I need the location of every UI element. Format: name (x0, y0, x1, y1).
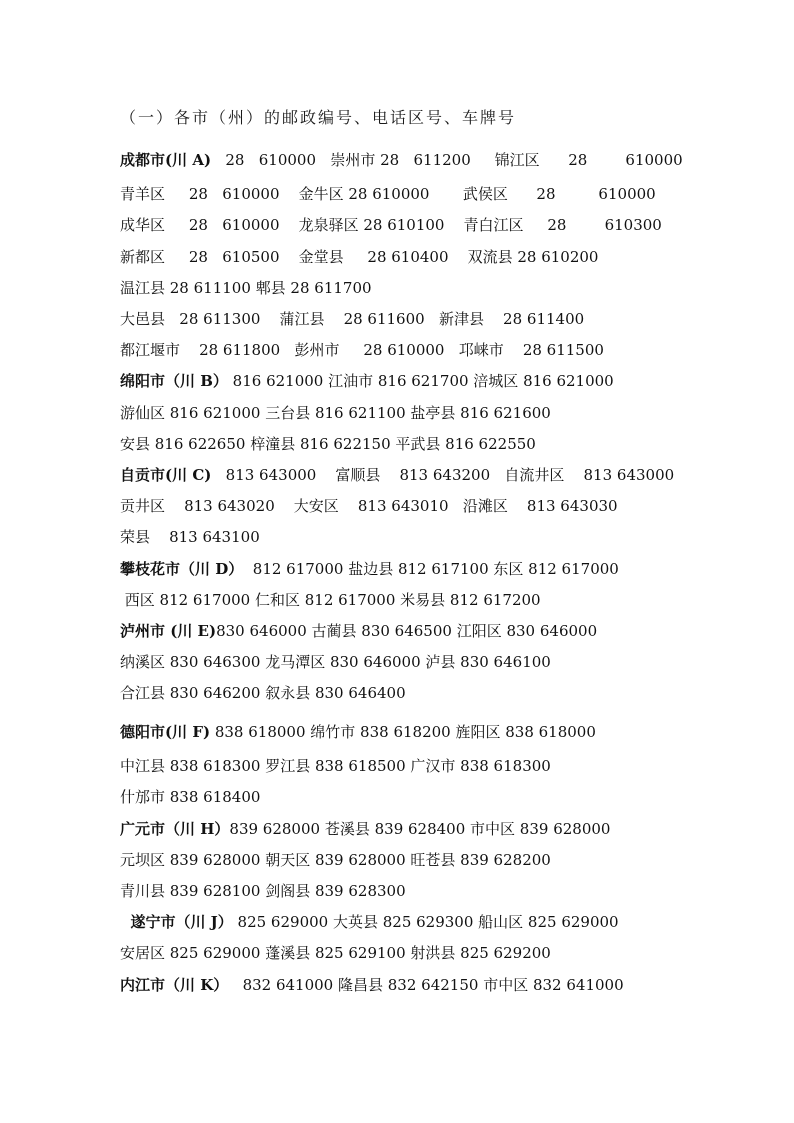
entry-line (120, 215, 662, 235)
entry-text: 什邡市 838 618400 (120, 788, 261, 806)
entry-line (120, 309, 584, 329)
entry-line (120, 340, 604, 360)
entry-line (120, 912, 619, 932)
entry-text: 839 628000 苍溪县 839 628400 市中区 839 628000 (229, 820, 611, 838)
entry-text: 中江县 838 618300 罗江县 838 618500 广汉市 838 618300 (120, 757, 551, 775)
entry-line (120, 722, 596, 742)
entry-text: 合江县 830 646200 叙永县 830 646400 (120, 684, 406, 702)
entry-line (120, 403, 551, 423)
entry-text: 838 618000 绵竹市 838 618200 旌阳区 838 618000 (210, 723, 596, 741)
city-name: 攀枝花市（川 D） (120, 560, 244, 578)
entry-line (120, 652, 551, 672)
entry-line (120, 787, 260, 807)
entry-text: 都江堰市 28 611800 彭州市 28 610000 邛崃市 28 611500 (120, 341, 604, 359)
entry-line (120, 184, 656, 204)
entry-line (120, 559, 619, 579)
entry-text: 青羊区 28 610000 金牛区 28 610000 武侯区 28 610000 (120, 185, 656, 203)
entry-text: 安县 816 622650 梓潼县 816 622150 平武县 816 622550 (120, 435, 536, 453)
entry-text: 成华区 28 610000 龙泉驿区 28 610100 青白江区 28 610300 (120, 216, 662, 234)
entry-text: 元坝区 839 628000 朝天区 839 628000 旺苍县 839 628200 (120, 851, 551, 869)
entry-line (120, 434, 536, 454)
entry-line (120, 150, 683, 170)
entry-text: 纳溪区 830 646300 龙马潭区 830 646000 泸县 830 646100 (120, 653, 551, 671)
entry-text: 813 643000 富顺县 813 643200 自流井区 813 643000 (211, 466, 675, 484)
entry-text: 游仙区 816 621000 三台县 816 621100 盐亭县 816 621600 (120, 404, 551, 422)
entry-text: 荣县 813 643100 (120, 528, 260, 546)
entry-line (120, 756, 551, 776)
city-name: 遂宁市（川 J） (120, 913, 233, 931)
entry-text: 830 646000 古蔺县 830 646500 江阳区 830 646000 (216, 622, 598, 640)
city-name: 内江市（川 K） (120, 976, 229, 994)
city-name: 绵阳市（川 B） (120, 372, 228, 390)
city-name: 广元市（川 H） (120, 820, 230, 838)
entry-line (120, 683, 406, 703)
entry-text: 西区 812 617000 仁和区 812 617000 米易县 812 617200 (120, 591, 541, 609)
city-name: 成都市(川 A) (120, 151, 212, 169)
entry-text: 青川县 839 628100 剑阁县 839 628300 (120, 882, 406, 900)
entry-text: 温江县 28 611100 郫县 28 611700 (120, 279, 372, 297)
entry-text: 812 617000 盐边县 812 617100 东区 812 617000 (243, 560, 619, 578)
entry-text: 大邑县 28 611300 蒲江县 28 611600 新津县 28 611400 (120, 310, 585, 328)
entry-line (120, 371, 614, 391)
entry-text: 816 621000 江油市 816 621700 涪城区 816 621000 (227, 372, 614, 390)
entry-text: 新都区 28 610500 金堂县 28 610400 双流县 28 610200 (120, 248, 599, 266)
entry-line (120, 943, 551, 963)
entry-line (120, 881, 406, 901)
entry-line (120, 465, 674, 485)
entry-line (120, 819, 610, 839)
entry-line (120, 590, 541, 610)
entry-line (120, 496, 618, 516)
entry-text: 贡井区 813 643020 大安区 813 643010 沿滩区 813 643030 (120, 497, 618, 515)
city-name: 自贡市(川 C) (120, 466, 212, 484)
city-name: 德阳市(川 F) (120, 723, 211, 741)
entry-line (120, 850, 551, 870)
entry-text: 安居区 825 629000 蓬溪县 825 629100 射洪县 825 629200 (120, 944, 551, 962)
entry-line (120, 975, 624, 995)
entry-line (120, 527, 260, 547)
section-heading: （一）各市（州）的邮政编号、电话区号、车牌号 (120, 108, 517, 127)
entry-line (120, 278, 372, 298)
entry-text: 832 641000 隆昌县 832 642150 市中区 832 641000 (228, 976, 624, 994)
entry-text: 28 610000 崇州市 28 611200 锦江区 28 610000 (211, 151, 683, 169)
entry-line (120, 247, 598, 267)
city-name: 泸州市 (川 E) (120, 622, 217, 640)
entry-line (120, 621, 597, 641)
entry-text: 825 629000 大英县 825 629300 船山区 825 629000 (232, 913, 619, 931)
